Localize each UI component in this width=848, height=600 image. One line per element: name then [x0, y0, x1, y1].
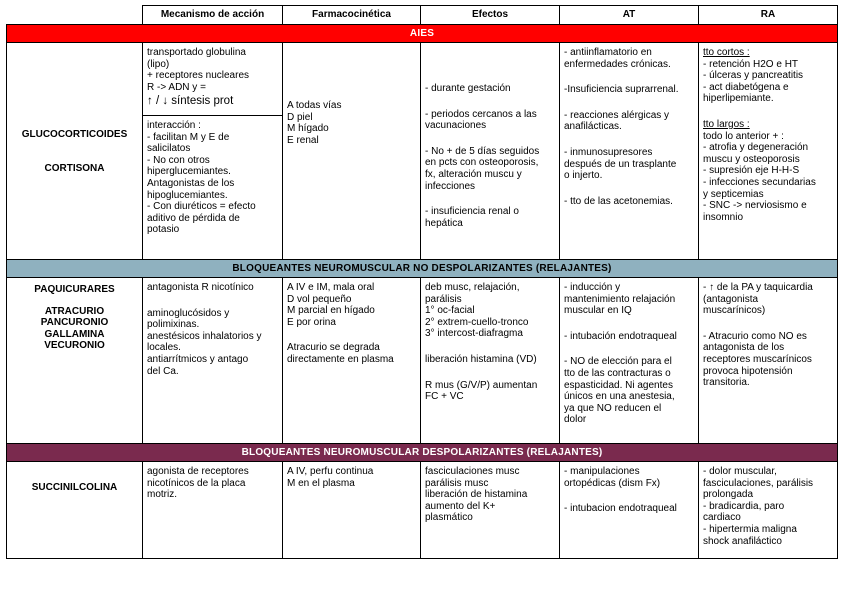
- header-at: AT: [560, 6, 699, 25]
- header-efectos: Efectos: [421, 6, 560, 25]
- row-succinilcolina: [7, 462, 838, 559]
- section-no-despolarizantes: BLOQUEANTES NEUROMUSCULAR NO DESPOLARIZANTES (RELAJANTES): [7, 260, 838, 278]
- text-line: - reacciones alérgicas y: [564, 109, 670, 121]
- row-glucocorticoides: [7, 43, 838, 260]
- mecanismo-glucocorticoides: [143, 43, 283, 260]
- drug-cell-succinilcolina: [7, 462, 143, 559]
- header-ra: RA: [699, 6, 838, 25]
- drug-name-paquicurares: PAQUICURARES: [34, 284, 115, 295]
- text-line: - facilitan M y E de: [147, 131, 230, 143]
- text-line: R mus (G/V/P) aumentan: [425, 379, 538, 391]
- text-line: hiperglucemiantes.: [147, 166, 231, 178]
- ra-succinilcolina: [699, 462, 838, 559]
- text-line: liberación de histamina: [425, 489, 528, 501]
- text-line: + receptores nucleares: [147, 70, 250, 82]
- text-line: receptores muscarínicos: [703, 353, 812, 365]
- text-line: todo lo anterior + :: [703, 130, 784, 142]
- text-line: - No + de 5 días seguidos: [425, 145, 540, 157]
- text-line: 3° intercost-diafragma: [425, 328, 523, 340]
- text-line: anestésicos inhalatorios y: [147, 330, 262, 342]
- text-line: enfermedades crónicas.: [564, 58, 671, 70]
- text-line: - tto de las acetonemias.: [564, 195, 673, 207]
- text-line: - Con diuréticos = efecto: [147, 201, 256, 213]
- header-blank: [7, 6, 143, 25]
- text-line: antiarrítmicos y antago: [147, 353, 249, 365]
- text-line: cardiaco: [703, 512, 741, 524]
- text-line: nicotínicos de la placa: [147, 477, 246, 489]
- text-line: fasciculaciones, parálisis: [703, 477, 814, 489]
- text-line: únicos en una anestesia,: [564, 391, 675, 403]
- text-line: - úlceras y pancreatitis: [703, 70, 804, 82]
- header-row: [7, 6, 838, 25]
- text-line: antagonista R nicotínico: [147, 282, 254, 293]
- text-line: polimixinas.: [147, 319, 200, 331]
- farmaco-succinilcolina: [283, 462, 421, 559]
- text-line: después de un trasplante: [564, 158, 677, 170]
- text-line: - inmunosupresores: [564, 146, 653, 158]
- text-line: - No con otros: [147, 154, 210, 166]
- section-bnd-row: [7, 260, 838, 278]
- at-paquicurares: [560, 278, 699, 444]
- text-line: parálisis musc: [425, 477, 489, 489]
- text-line: D piel: [287, 111, 313, 123]
- text-line: - ↑ de la PA y taquicardia: [703, 282, 813, 293]
- text-line: FC + VC: [425, 391, 464, 403]
- text-line: - retención H2O e HT: [703, 58, 799, 70]
- text-line: insomnio: [703, 211, 744, 223]
- mecanismo-succinilcolina: [143, 462, 283, 559]
- text-line: - insuficiencia renal o: [425, 206, 519, 218]
- drug-name-pancuronio: PANCURONIO: [40, 317, 109, 329]
- farmaco-glucocorticoides: [283, 43, 421, 260]
- text-line: M parcial en hígado: [287, 305, 375, 317]
- text-line: A IV, perfu continua: [287, 466, 374, 477]
- text-line: ortopédicas (dism Fx): [564, 477, 661, 489]
- text-line: - Atracurio como NO es: [703, 330, 807, 342]
- text-line: aumento del K+: [425, 500, 496, 512]
- text-line: liberación histamina (VD): [425, 353, 537, 365]
- text-line: A IV e IM, mala oral: [287, 282, 375, 293]
- text-line: M hígado: [287, 123, 329, 135]
- text-line: motriz.: [147, 489, 177, 501]
- text-line: vacunaciones: [425, 120, 487, 132]
- text-line: espasticidad. Ni agentes: [564, 379, 673, 391]
- text-line: - hipertermia maligna: [703, 523, 797, 535]
- text-line: - periodos cercanos a las: [425, 108, 537, 120]
- text-line: Atracurio se degrada: [287, 342, 380, 354]
- text-line: o injerto.: [564, 170, 603, 182]
- text-line: deb musc, relajación,: [425, 282, 520, 293]
- text-line: muscarínicos): [703, 305, 766, 317]
- text-line: M en el plasma: [287, 477, 355, 489]
- text-line: dolor: [564, 414, 587, 426]
- drug-cell-glucocorticoides: [7, 43, 143, 260]
- drug-name-succinilcolina: SUCCINILCOLINA: [31, 482, 118, 493]
- interaccion-block: [143, 115, 282, 238]
- text-line: potasio: [147, 224, 180, 236]
- efectos-paquicurares: [421, 278, 560, 444]
- mecanismo-paquicurares: [143, 278, 283, 444]
- text-line: hiperlipemiante.: [703, 93, 774, 105]
- section-bd-row: [7, 444, 838, 462]
- row-paquicurares: [7, 278, 838, 444]
- text-line: 1° oc-facial: [425, 305, 475, 317]
- efectos-succinilcolina: [421, 462, 560, 559]
- text-line: muscu y osteoporosis: [703, 153, 800, 165]
- text-line: del Ca.: [147, 365, 179, 377]
- text-line: parálisis: [425, 293, 462, 305]
- header-farmacocinetica: Farmacocinética: [283, 6, 421, 25]
- text-line: hepática: [425, 217, 463, 229]
- text-line: ↑ / ↓ síntesis prot: [147, 95, 234, 108]
- text-line: (lipo): [147, 58, 170, 70]
- text-line: infecciones: [425, 180, 476, 192]
- text-line: shock anafiláctico: [703, 535, 782, 547]
- text-line: E renal: [287, 134, 319, 146]
- pharmacology-table: [6, 5, 838, 559]
- text-line: E por orina: [287, 316, 336, 328]
- text-line: transitoria.: [703, 377, 750, 389]
- text-line: tto de las contracturas o: [564, 367, 671, 379]
- text-line: - durante gestación: [425, 83, 511, 94]
- ra-glucocorticoides: [699, 43, 838, 260]
- at-succinilcolina: [560, 462, 699, 559]
- text-line: - NO de elección para el: [564, 356, 672, 368]
- text-line: provoca hipotensión: [703, 365, 793, 377]
- text-line: en pcts con osteoporosis,: [425, 157, 539, 169]
- text-line: - SNC -> nerviosismo e: [703, 200, 807, 212]
- text-line: interacción :: [147, 120, 201, 131]
- text-line: R -> ADN y =: [147, 81, 206, 93]
- drug-name-gallamina: GALLAMINA: [44, 328, 105, 340]
- efectos-glucocorticoides: [421, 43, 560, 260]
- ra-largos-title: tto largos :: [703, 118, 750, 130]
- text-line: - bradicardia, paro: [703, 500, 785, 512]
- text-line: antagonista de los: [703, 342, 785, 354]
- text-line: - dolor muscular,: [703, 466, 777, 477]
- text-line: plasmático: [425, 512, 473, 524]
- drug-name-glucocorticoides: GLUCOCORTICOIDES: [21, 129, 128, 141]
- text-line: - act diabetógena e: [703, 81, 789, 93]
- text-line: - supresión eje H-H-S: [703, 165, 800, 177]
- section-aies-row: [7, 25, 838, 43]
- text-line: muscular en IQ: [564, 305, 632, 317]
- text-line: fasciculaciones musc: [425, 466, 520, 477]
- ra-paquicurares: [699, 278, 838, 444]
- section-aies: AIES: [7, 25, 838, 43]
- text-line: (antagonista: [703, 293, 759, 305]
- drug-cell-paquicurares: [7, 278, 143, 444]
- text-line: - antiinflamatorio en: [564, 47, 652, 58]
- farmaco-paquicurares: [283, 278, 421, 444]
- drug-name-cortisona: CORTISONA: [44, 163, 105, 174]
- text-line: - infecciones secundarias: [703, 176, 816, 188]
- text-line: -Insuficiencia suprarrenal.: [564, 84, 679, 96]
- text-line: anafilácticas.: [564, 121, 622, 133]
- text-line: - manipulaciones: [564, 466, 640, 477]
- text-line: salicilatos: [147, 143, 191, 155]
- text-line: ya que NO reducen el: [564, 402, 662, 414]
- text-line: D vol pequeño: [287, 293, 352, 305]
- text-line: prolongada: [703, 489, 754, 501]
- header-mecanismo: Mecanismo de acción: [143, 6, 283, 25]
- text-line: - intubacion endotraqueal: [564, 503, 677, 515]
- text-line: - intubación endotraqueal: [564, 330, 677, 342]
- text-line: agonista de receptores: [147, 466, 249, 477]
- text-line: - inducción y: [564, 282, 621, 293]
- ra-cortos-title: tto cortos :: [703, 47, 750, 58]
- text-line: aminoglucósidos y: [147, 307, 230, 319]
- text-line: Antagonistas de los: [147, 177, 235, 189]
- text-line: aditivo de pérdida de: [147, 212, 240, 224]
- text-line: A todas vías: [287, 100, 342, 111]
- text-line: transportado globulina: [147, 47, 246, 58]
- section-despolarizantes: BLOQUEANTES NEUROMUSCULAR DESPOLARIZANTES (RELAJANTES): [7, 444, 838, 462]
- drug-name-vecuronio: VECURONIO: [44, 340, 105, 352]
- text-line: - atrofia y degeneración: [703, 142, 809, 154]
- text-line: 2° extrem-cuello-tronco: [425, 316, 529, 328]
- drug-name-atracurio: ATRACURIO: [44, 305, 105, 317]
- text-line: hipoglucemiantes.: [147, 189, 228, 201]
- at-glucocorticoides: [560, 43, 699, 260]
- text-line: fx, alteración muscu y: [425, 168, 522, 180]
- text-line: y septicemias: [703, 188, 764, 200]
- text-line: locales.: [147, 342, 181, 354]
- text-line: directamente en plasma: [287, 353, 394, 365]
- text-line: mantenimiento relajación: [564, 293, 676, 305]
